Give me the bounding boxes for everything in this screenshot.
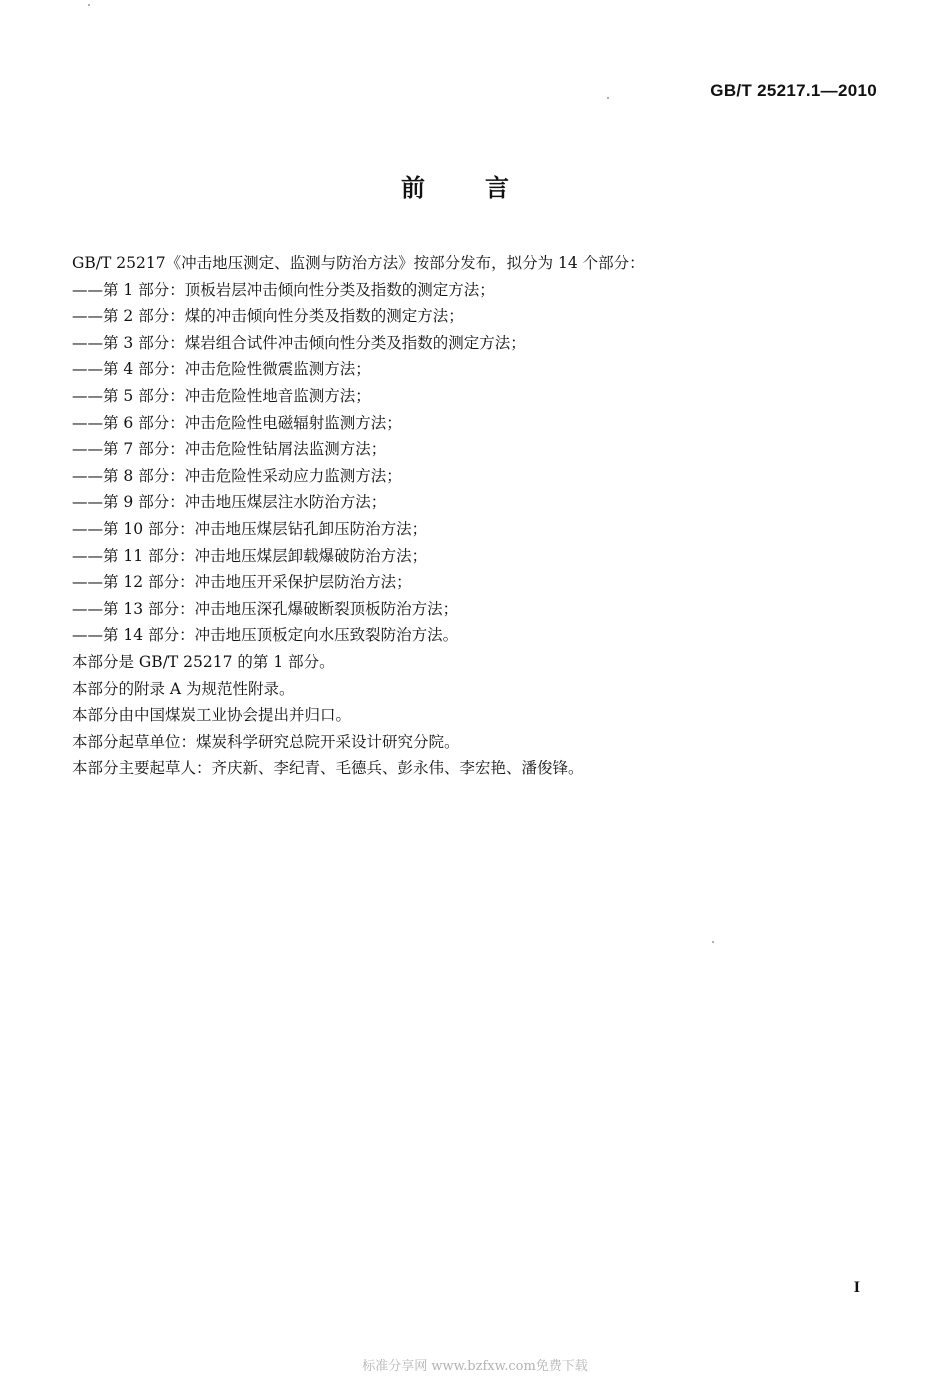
part-list-item: ——第 7 部分：冲击危险性钻屑法监测方法； [72,440,387,459]
footer-watermark: 标准分享网 www.bzfxw.com免费下载 [362,1359,588,1374]
part-list-item: ——第 3 部分：煤岩组合试件冲击倾向性分类及指数的测定方法； [72,333,526,352]
part-list-item: ——第 13 部分：冲击地压深孔爆破断裂顶板防治方法； [72,599,459,618]
statement-line: 本部分的附录 A 为规范性附录。 [72,679,295,698]
foreword-body [72,250,872,782]
part-list-item: ——第 6 部分：冲击危险性电磁辐射监测方法； [72,413,402,432]
page-title: 前言 [401,174,569,202]
statement-line: 本部分起草单位：煤炭科学研究总院开采设计研究分院。 [72,732,460,751]
statement-line: 本部分由中国煤炭工业协会提出并归口。 [72,706,352,725]
part-list-item: ——第 4 部分：冲击危险性微震监测方法； [72,360,371,379]
part-list-item: ——第 14 部分：冲击地压顶板定向水压致裂防治方法。 [72,626,459,645]
part-list-item: ——第 1 部分：顶板岩层冲击倾向性分类及指数的测定方法； [72,280,495,299]
scan-speck [88,4,90,6]
intro-line: GB/T 25217《冲击地压测定、监测与防治方法》按部分发布，拟分为 14 个部分： [72,254,645,272]
scan-speck [712,941,714,943]
part-list-item: ——第 11 部分：冲击地压煤层卸载爆破防治方法； [72,546,428,565]
statement-line: 本部分主要起草人：齐庆新、李纪青、毛德兵、彭永伟、李宏艳、潘俊锋。 [72,759,584,778]
part-list-item: ——第 5 部分：冲击危险性地音监测方法； [72,386,371,405]
part-list-item: ——第 2 部分：煤的冲击倾向性分类及指数的测定方法； [72,307,464,326]
standard-number: GB/T 25217.1—2010 [710,81,877,100]
part-list-item: ——第 9 部分：冲击地压煤层注水防治方法； [72,493,387,512]
part-list-item: ——第 12 部分：冲击地压开采保护层防治方法； [72,573,412,592]
scan-speck [607,97,609,99]
part-list-item: ——第 10 部分：冲击地压煤层钻孔卸压防治方法； [72,519,428,538]
page-number: I [853,1279,860,1296]
statement-line: 本部分是 GB/T 25217 的第 1 部分。 [72,652,335,671]
part-list-item: ——第 8 部分：冲击危险性采动应力监测方法； [72,466,402,485]
